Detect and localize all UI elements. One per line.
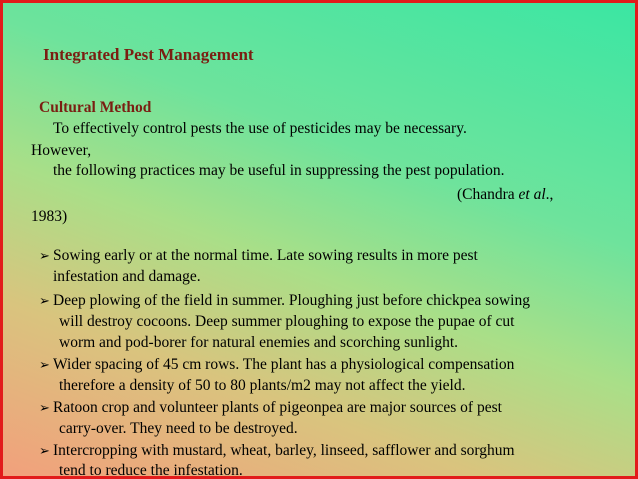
bullet-4-line-1: Ratoon crop and volunteer plants of pigeonpea are major sources of pest <box>53 399 502 416</box>
arrow-bullet-icon: ➢ <box>39 401 50 416</box>
bullet-5-line-1: Intercropping with mustard, wheat, barley, linseed, safflower and sorghum <box>53 442 515 459</box>
intro-line-1: To effectively control pests the use of pesticides may be necessary. <box>53 120 467 137</box>
citation-open: (Chandra <box>457 186 519 203</box>
citation <box>457 185 553 205</box>
bullet-4-line-2: carry-over. They need to be destroyed. <box>59 420 298 437</box>
intro-line-2: However, <box>31 142 92 159</box>
arrow-bullet-icon: ➢ <box>39 444 50 459</box>
bullet-2-line-3: worm and pod-borer for natural enemies and scorching sunlight. <box>59 334 459 351</box>
list-item <box>39 246 478 267</box>
list-item <box>39 398 502 419</box>
arrow-bullet-icon: ➢ <box>39 294 50 309</box>
citation-close: ., <box>545 186 554 203</box>
citation-italic: et al <box>518 186 546 203</box>
bullet-1-line-2: infestation and damage. <box>53 268 201 285</box>
list-item <box>39 355 514 376</box>
list-item <box>39 291 530 312</box>
bullet-1-line-1: Sowing early or at the normal time. Late sowing results in more pest <box>53 247 478 264</box>
citation-year: 1983) <box>31 208 68 225</box>
bullet-2-line-2: will destroy cocoons. Deep summer ploughing to expose the pupae of cut <box>59 313 515 330</box>
bullet-3-line-1: Wider spacing of 45 cm rows. The plant has a physiological compensation <box>53 356 515 373</box>
arrow-bullet-icon: ➢ <box>39 249 50 264</box>
bullet-5-line-2: tend to reduce the infestation. <box>59 462 243 479</box>
bullet-3-line-2: therefore a density of 50 to 80 plants/m2 may not affect the yield. <box>59 377 466 394</box>
list-item <box>39 441 515 462</box>
section-heading: Cultural Method <box>39 99 152 116</box>
intro-line-3: the following practices may be useful in suppressing the pest population. <box>53 162 505 179</box>
arrow-bullet-icon: ➢ <box>39 358 50 373</box>
slide-title: Integrated Pest Management <box>43 45 254 64</box>
bullet-2-line-1: Deep plowing of the field in summer. Ploughing just before chickpea sowing <box>53 292 530 309</box>
